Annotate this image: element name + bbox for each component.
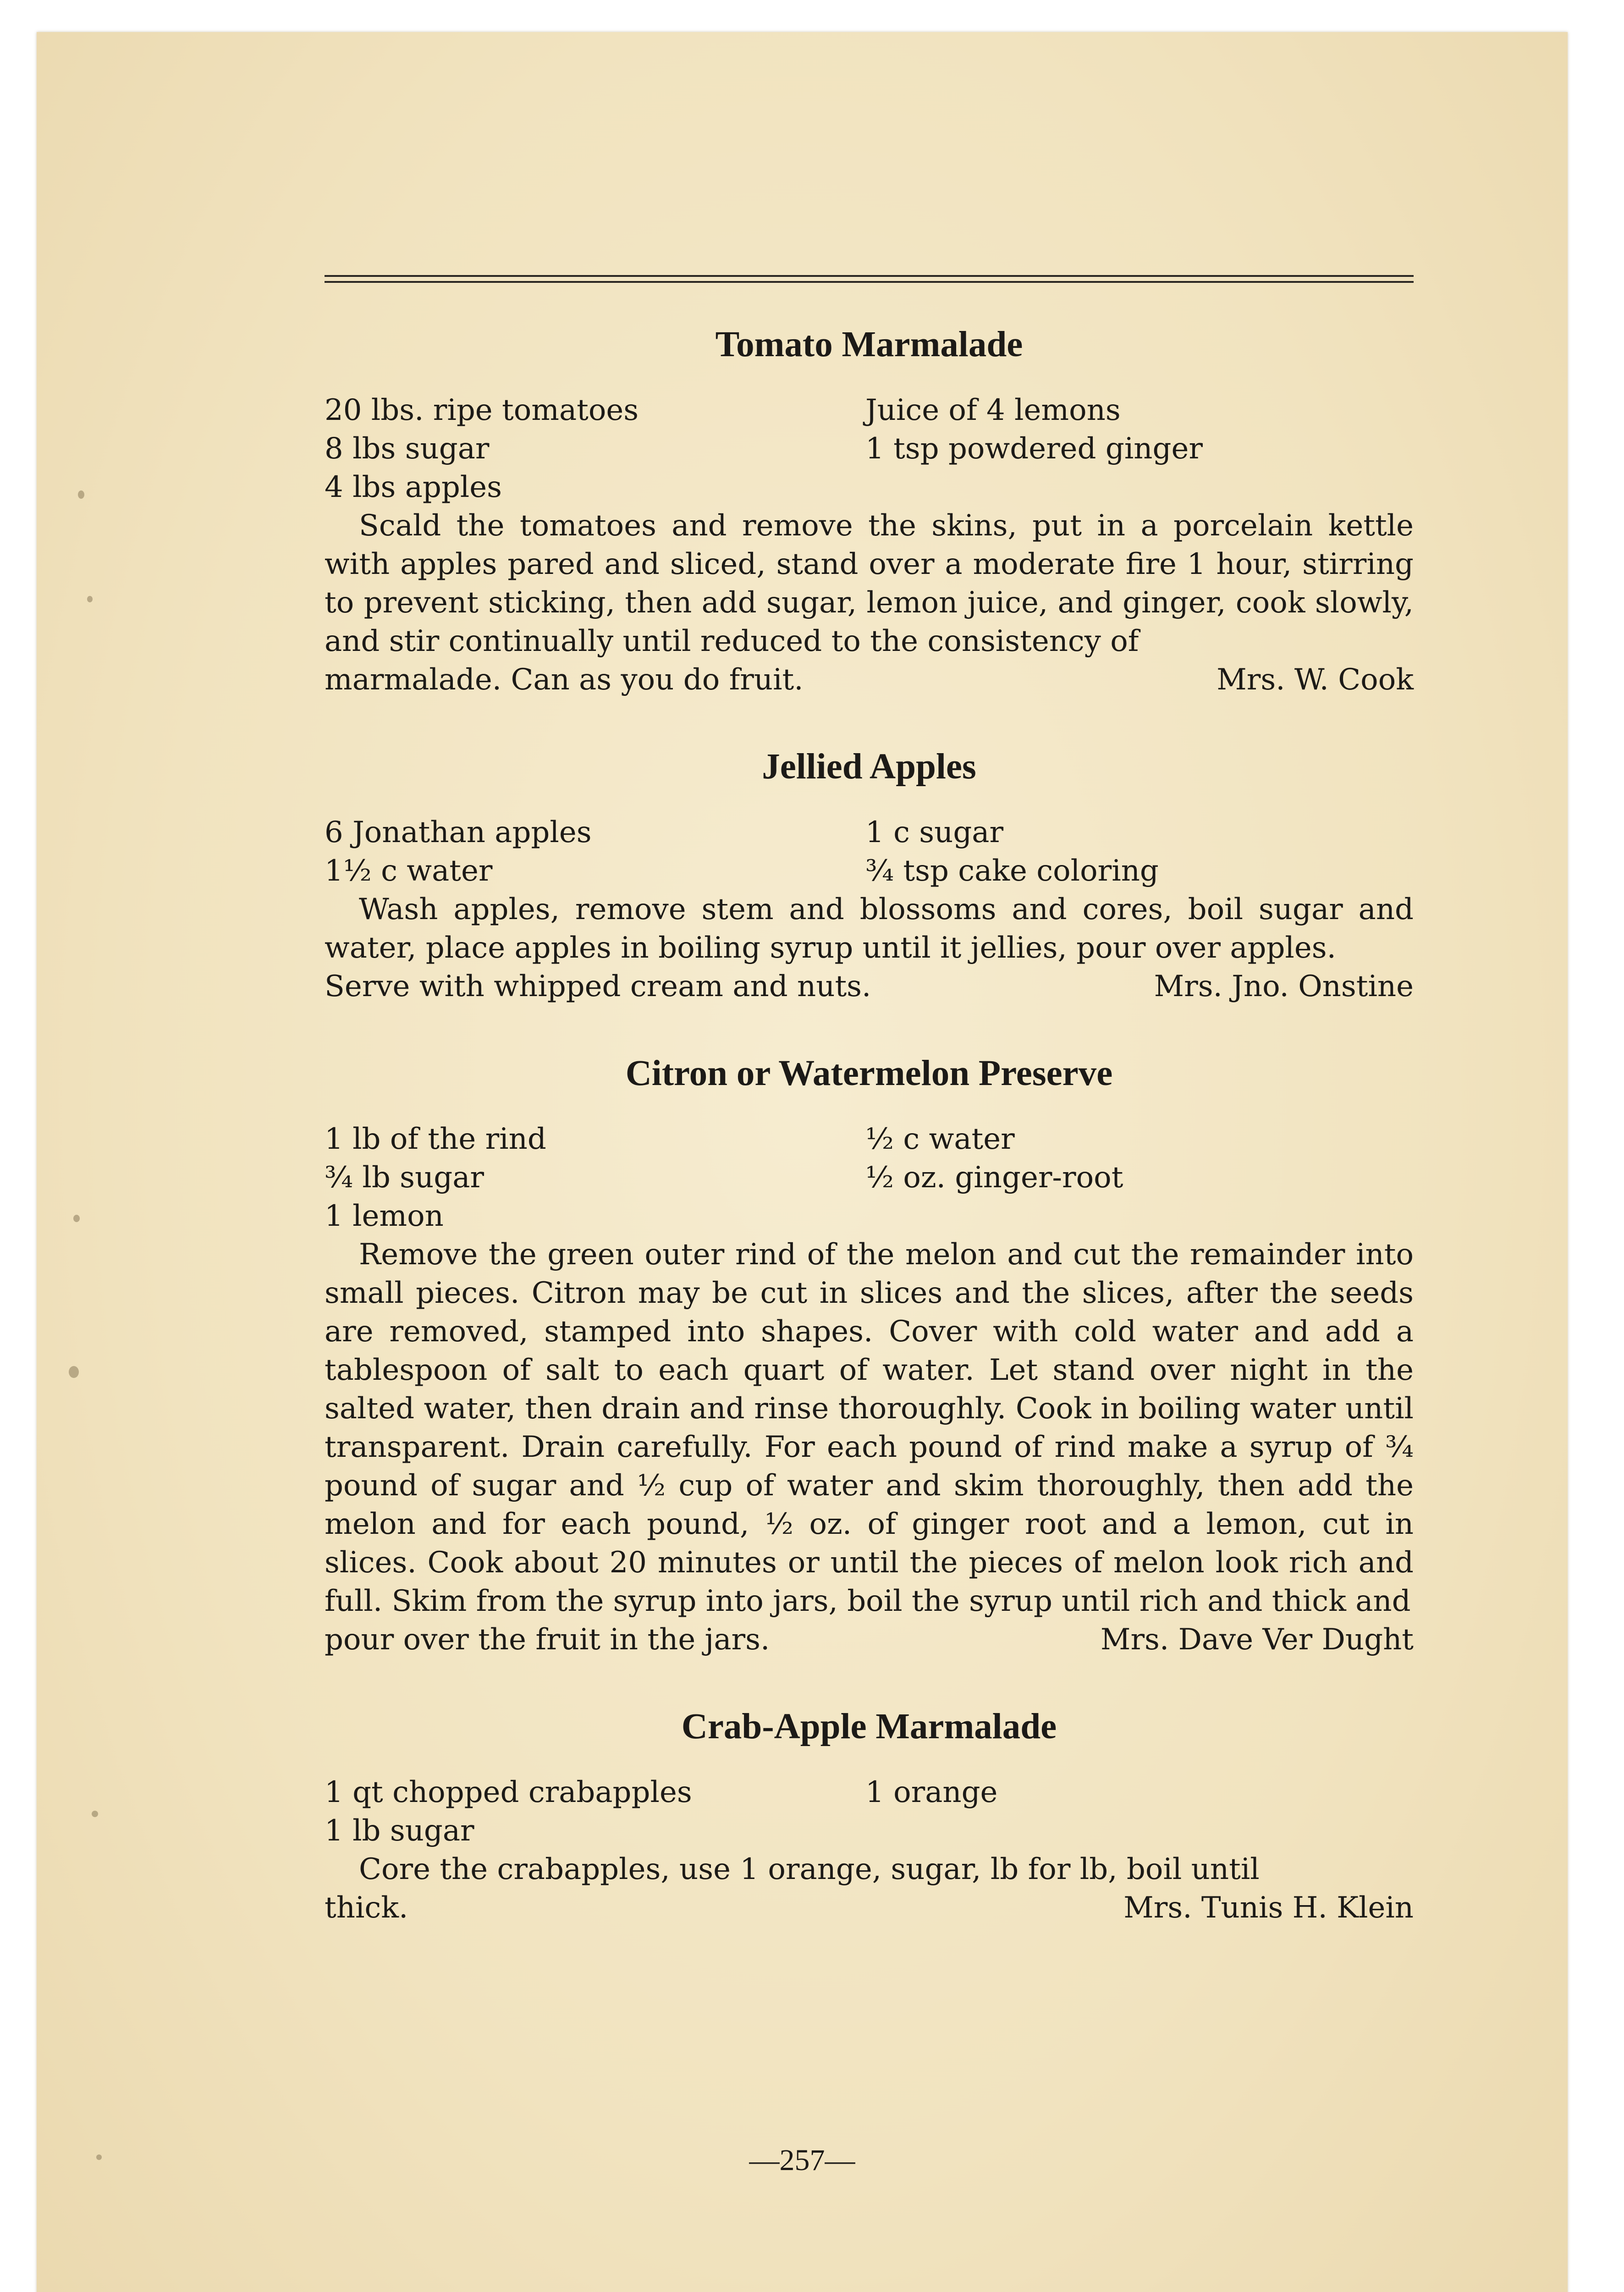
ingredient-row (325, 813, 1414, 852)
ingredient: 1 orange (865, 1775, 998, 1809)
recipe-crab-apple-marmalade (325, 1708, 1414, 1927)
recipe-directions: Scald the tomatoes and remove the skins, put in a porcelain kettle with apples pared and sliced, stand over a moderate fire 1 hour, stirring to prevent sticking, then add sugar, lemon juice, and ginger, cook slowly, and stir continually until reduced to the consistency of (325, 509, 1414, 658)
recipe-author: Mrs. W. Cook (1217, 663, 1414, 697)
directions-last-line (325, 1620, 1414, 1659)
ingredient-row (325, 1158, 1414, 1197)
book-page (37, 32, 1568, 2292)
recipe-title: Citron or Watermelon Preserve (625, 1053, 1113, 1093)
ingredient: 8 lbs sugar (325, 432, 490, 466)
directions-end: thick. (325, 1891, 408, 1925)
ingredient: 1 lemon (325, 1199, 444, 1233)
ingredient: 1 lb sugar (325, 1814, 474, 1848)
paper-speck (69, 1366, 79, 1378)
ingredient-row (325, 1120, 1414, 1158)
ingredient: ¾ tsp cake coloring (865, 854, 1159, 888)
page-content (325, 275, 1414, 1977)
ingredient-row (325, 1773, 1414, 1812)
recipe-author: Mrs. Dave Ver Dught (1100, 1623, 1414, 1657)
directions-last-line (325, 661, 1414, 699)
ingredient: Juice of 4 lemons (865, 393, 1121, 427)
ingredient: 1 tsp powdered ginger (865, 432, 1203, 466)
paper-speck (92, 1811, 98, 1817)
ingredient: ½ oz. ginger-root (865, 1161, 1123, 1195)
ingredient: 1½ c water (325, 854, 493, 888)
directions-end: pour over the fruit in the jars. (325, 1623, 770, 1657)
ingredient-row (325, 391, 1414, 430)
recipe-citron-preserve (325, 1055, 1414, 1659)
recipe-directions: Core the crabapples, use 1 orange, sugar, lb for lb, boil until (359, 1852, 1260, 1886)
directions-last-line (325, 967, 1414, 1006)
ingredient (865, 1812, 1414, 1850)
paper-speck (87, 596, 93, 602)
recipe-author: Mrs. Jno. Onstine (1154, 970, 1414, 1003)
ingredient: 20 lbs. ripe tomatoes (325, 393, 639, 427)
recipe-jellied-apples (325, 749, 1414, 1006)
paper-speck (73, 1215, 80, 1222)
ingredient-row (325, 430, 1414, 468)
ingredient-row (325, 1812, 1414, 1850)
ingredient: 1 lb of the rind (325, 1122, 546, 1156)
ingredient: 1 c sugar (865, 815, 1004, 849)
directions-end: marmalade. Can as you do fruit. (325, 663, 804, 697)
ingredient (865, 1197, 1414, 1235)
recipe-title: Tomato Marmalade (715, 325, 1023, 364)
recipe-author: Mrs. Tunis H. Klein (1123, 1891, 1414, 1925)
recipe-tomato-marmalade (325, 326, 1414, 699)
recipe-directions: Remove the green outer rind of the melon and cut the remainder into small pieces. Citron may be cut in slices and the slices, after the seeds are removed, stamped into shapes. Cover with cold water and add a tablespoon of salt to each quart of water. Let stand over night in the salted water, then drain and rinse thoroughly. Cook in boiling water until transparent. Drain carefully. For each pound of rind make a syrup of ¾ pound of sugar and ½ cup of water and skim thoroughly, then add the melon and for each pound, ½ oz. of ginger root and a lemon, cut in slices. Cook about 20 minutes or until the pieces of melon look rich and full. Skim from the syrup into jars, boil the syrup until rich and thick and (325, 1238, 1414, 1618)
ingredient (865, 468, 1414, 507)
ingredient: 4 lbs apples (325, 470, 502, 504)
directions-last-line (325, 1889, 1414, 1927)
paper-speck (78, 490, 84, 499)
ingredient: 1 qt chopped crabapples (325, 1775, 692, 1809)
recipe-title: Crab-Apple Marmalade (681, 1707, 1057, 1747)
directions-end: Serve with whipped cream and nuts. (325, 970, 871, 1003)
recipe-title: Jellied Apples (762, 747, 976, 787)
ingredient-row (325, 852, 1414, 890)
ingredient-row (325, 468, 1414, 507)
ingredient: ½ c water (865, 1122, 1015, 1156)
recipe-directions: Wash apples, remove stem and blossoms and cores, boil sugar and water, place apples in boiling syrup until it jellies, pour over apples. (325, 893, 1414, 965)
ingredient: ¾ lb sugar (325, 1161, 484, 1195)
ingredient: 6 Jonathan apples (325, 815, 592, 849)
ingredient-row (325, 1197, 1414, 1235)
page-number: —257— (749, 2143, 855, 2177)
header-double-rule (325, 275, 1414, 283)
